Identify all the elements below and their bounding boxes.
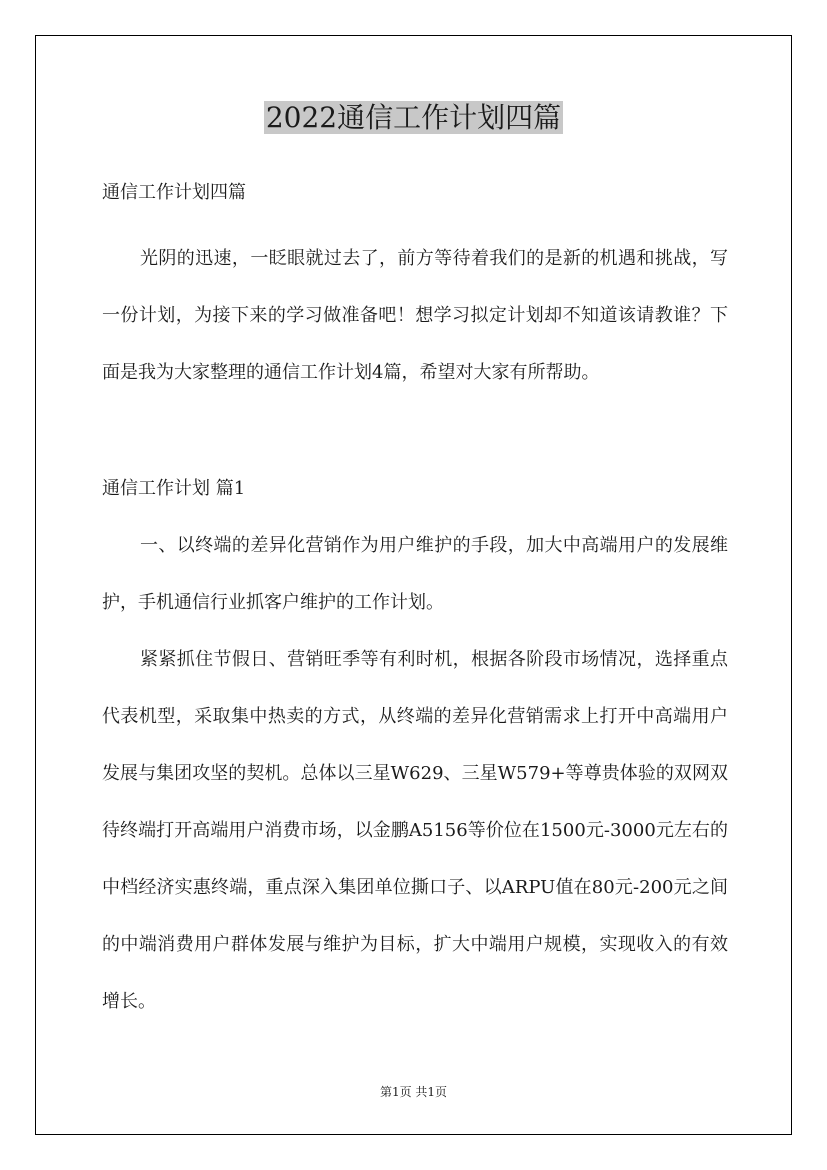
intro-paragraph: 光阴的迅速，一眨眼就过去了，前方等待着我们的是新的机遇和挑战，写一份计划，为接下来的学习做准备吧！想学习拟定计划却不知道该请教谁？下面是我为大家整理的通信工作计划4篇，希望对大家有所帮助。: [102, 248, 728, 383]
page-number-footer: 第1页 共1页: [379, 1085, 448, 1099]
section-gap: [102, 401, 728, 472]
section-paragraph: 紧紧抓住节假日、营销旺季等有利时机，根据各阶段市场情况，选择重点代表机型，采取集中热卖的方式，从终端的差异化营销需求上打开中高端用户发展与集团攻坚的契机。总体以三星W629、三星W579+等尊贵体验的双网双待终端打开高端用户消费市场，以金鹏A5156等价位在1500元-3000元左右的中档经济实惠终端，重点深入集团单位撕口子、以ARPU值在80元-200元之间的中端消费用户群体发展与维护为目标，扩大中端用户规模，实现收入的有效增长。: [102, 649, 728, 1012]
document-title: [0, 96, 827, 140]
section-heading: 通信工作计划 篇1: [102, 478, 246, 499]
document-title-text: 2022通信工作计划四篇: [265, 101, 562, 134]
document-subtitle: 通信工作计划四篇: [102, 182, 246, 203]
document-body: [102, 176, 728, 1030]
section-paragraph: 一、以终端的差异化营销作为用户维护的手段，加大中高端用户的发展维护，手机通信行业抓客户维护的工作计划。: [102, 535, 728, 613]
